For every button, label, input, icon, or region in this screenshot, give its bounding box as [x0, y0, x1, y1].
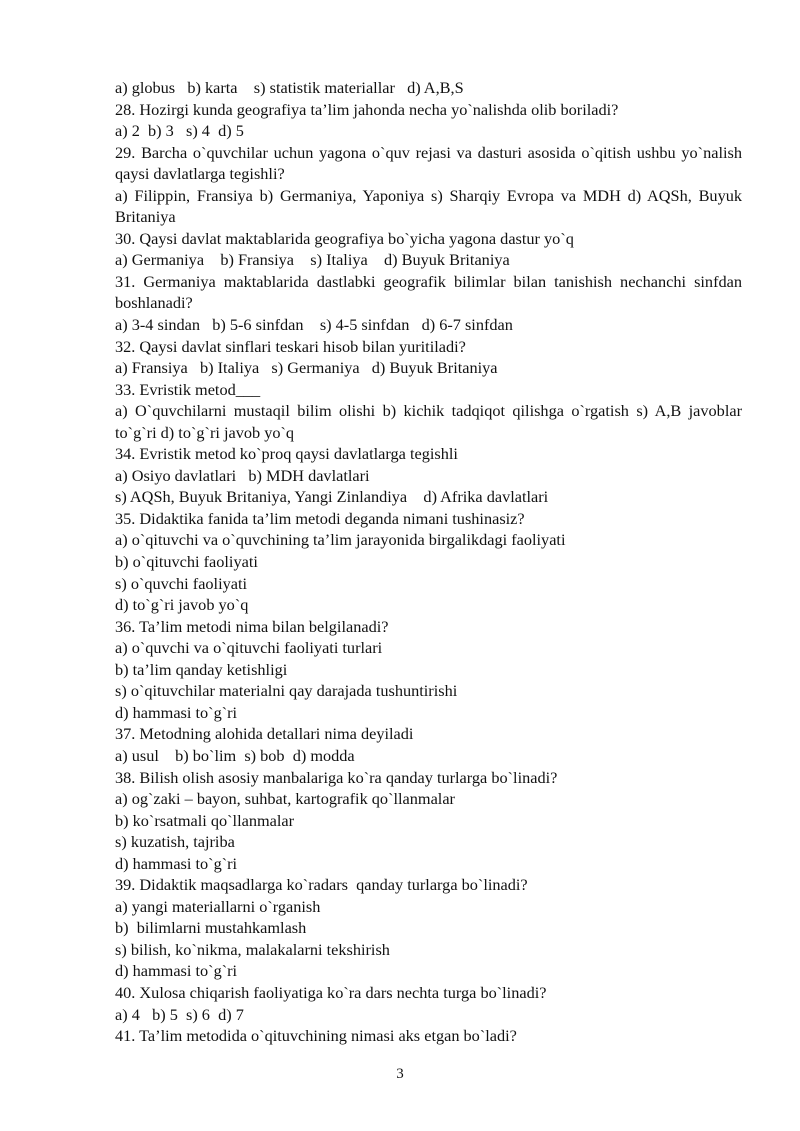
answer-option: a) globus b) karta s) statistik materiallar d) A,B,S — [115, 78, 464, 97]
question-list — [115, 77, 742, 1047]
answer-option: a) 2 b) 3 s) 4 d) 5 — [115, 121, 244, 141]
answer-option: s) o`qituvchilar materialni qay darajada tushuntirishi — [115, 681, 458, 701]
answer-option: a) og`zaki – bayon, suhbat, kartografik qo`llanmalar — [115, 789, 455, 809]
question-text: 38. Bilish olish asosiy manbalariga ko`ra qanday turlarga bo`linadi? — [115, 767, 558, 787]
answer-option: s) AQSh, Buyuk Britaniya, Yangi Zinlandiya d) Afrika davlatlari — [115, 487, 549, 507]
answer-option: a) Germaniya b) Fransiya s) Italiya d) Buyuk Britaniya — [115, 250, 510, 270]
answer-option: b) bilimlarni mustahkamlash — [115, 918, 307, 938]
answer-option: d) hammasi to`g`ri — [115, 961, 238, 981]
answer-option: a) o`qituvchi va o`quvchining ta’lim jarayonida birgalikdagi faoliyati — [115, 530, 566, 550]
answer-option: a) 3-4 sindan b) 5-6 sinfdan s) 4-5 sinfdan d) 6-7 sinfdan — [115, 315, 513, 335]
question-text: 32. Qaysi davlat sinflari teskari hisob bilan yuritiladi? — [115, 336, 466, 356]
answer-option: d) hammasi to`g`ri — [115, 853, 238, 873]
answer-option: d) to`g`ri javob yo`q — [115, 595, 249, 615]
answer-option: b) o`qituvchi faoliyati — [115, 552, 258, 572]
answer-option: a) O`quvchilarni mustaqil bilim olishi b) kichik tadqiqot qilishga o`rgatish s) A,B javoblar to`g`ri d) to`g`ri javob yo`q — [115, 401, 742, 442]
answer-option: a) 4 b) 5 s) 6 d) 7 — [115, 1004, 244, 1024]
answer-option: a) Fransiya b) Italiya s) Germaniya d) Buyuk Britaniya — [115, 358, 498, 378]
answer-option: s) bilish, ko`nikma, malakalarni tekshirish — [115, 939, 390, 959]
question-text: 34. Evristik metod ko`proq qaysi davlatlarga tegishli — [115, 444, 458, 464]
question-text: 36. Ta’lim metodi nima bilan belgilanadi? — [115, 616, 389, 636]
answer-option: a) Osiyo davlatlari b) MDH davlatlari — [115, 465, 370, 485]
answer-option: b) ko`rsatmali qo`llanmalar — [115, 810, 295, 830]
answer-option: s) kuzatish, tajriba — [115, 832, 235, 852]
question-text: 40. Xulosa chiqarish faoliyatiga ko`ra dars nechta turga bo`linadi? — [115, 982, 547, 1002]
question-text: 37. Metodning alohida detallari nima deyiladi — [115, 724, 414, 744]
question-text: 28. Hozirgi kunda geografiya ta’lim jahonda necha yo`nalishda olib boriladi? — [115, 99, 619, 119]
answer-option: b) ta’lim qanday ketishligi — [115, 659, 288, 679]
answer-option: a) o`quvchi va o`qituvchi faoliyati turlari — [115, 638, 383, 658]
page-number: 3 — [396, 1066, 404, 1082]
question-text: 39. Didaktik maqsadlarga ko`radars qanday turlarga bo`linadi? — [115, 875, 528, 895]
question-text: 33. Evristik metod___ — [115, 379, 261, 399]
question-text: 41. Ta’lim metodida o`qituvchining nimasi aks etgan bo`ladi? — [115, 1026, 517, 1046]
answer-option: a) Filippin, Fransiya b) Germaniya, Yaponiya s) Sharqiy Evropa va MDH d) AQSh, Buyuk Britaniya — [115, 185, 742, 227]
answer-option: s) o`quvchi faoliyati — [115, 573, 248, 593]
question-text: 30. Qaysi davlat maktablarida geografiya bo`yicha yagona dastur yo`q — [115, 228, 574, 248]
answer-option: a) usul b) bo`lim s) bob d) modda — [115, 745, 355, 765]
question-text: 29. Barcha o`quvchilar uchun yagona o`quv rejasi va dasturi asosida o`qitish ushbu yo`nalish qaysi davlatlarga tegishli? — [115, 142, 742, 184]
answer-option: a) yangi materiallarni o`rganish — [115, 896, 321, 916]
answer-option: d) hammasi to`g`ri — [115, 702, 238, 722]
question-text: 31. Germaniya maktablarida dastlabki geografik bilimlar bilan tanishish nechanchi sinfdan boshlanadi? — [115, 271, 742, 313]
question-text: 35. Didaktika fanida ta’lim metodi deganda nimani tushinasiz? — [115, 508, 525, 528]
